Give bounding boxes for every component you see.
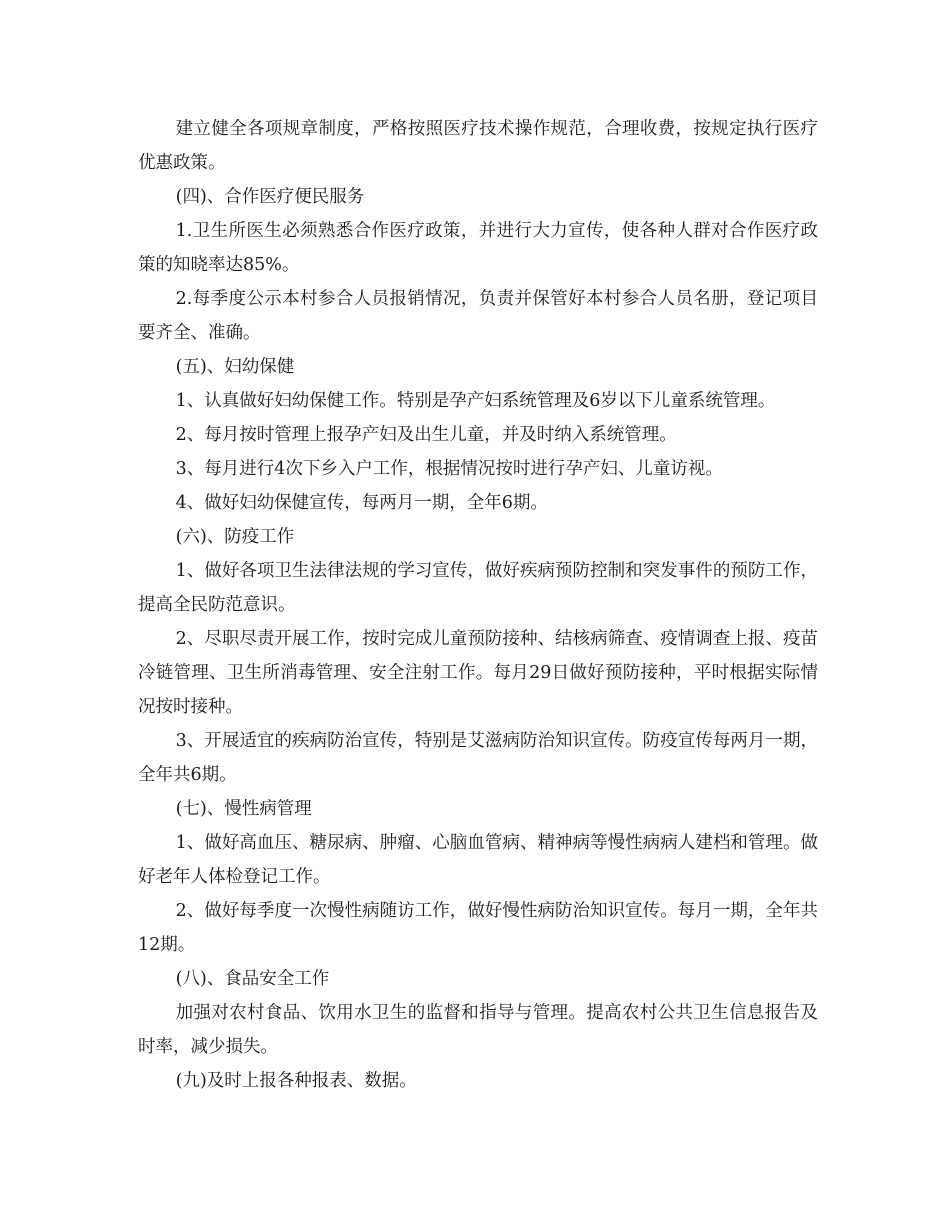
paragraph: 2、每月按时管理上报孕产妇及出生儿童，并及时纳入系统管理。 xyxy=(175,425,677,445)
paragraph: 4、做好妇幼保健宣传，每两月一期，全年6期。 xyxy=(175,493,548,513)
paragraph: 1、做好高血压、糖尿病、肿瘤、心脑血管病、精神病等慢性病病人建档和管理。做好老年人体检登记工作。 xyxy=(138,833,818,887)
section-heading: (五)、妇幼保健 xyxy=(175,357,295,377)
paragraph: 3、开展适宜的疾病防治宣传，特别是艾滋病防治知识宣传。防疫宣传每两月一期，全年共6期。 xyxy=(138,731,818,785)
section-heading: (四)、合作医疗便民服务 xyxy=(175,187,365,207)
paragraph: 1、认真做好妇幼保健工作。特别是孕产妇系统管理及6岁以下儿童系统管理。 xyxy=(175,391,776,411)
document-body xyxy=(138,112,818,1098)
section-heading: (七)、慢性病管理 xyxy=(175,799,312,819)
paragraph: 建立健全各项规章制度，严格按照医疗技术操作规范，合理收费，按规定执行医疗优惠政策。 xyxy=(138,119,818,173)
paragraph: 1.卫生所医生必须熟悉合作医疗政策，并进行大力宣传，使各种人群对合作医疗政策的知晓率达85%。 xyxy=(138,221,818,275)
paragraph: 2、做好每季度一次慢性病随访工作，做好慢性病防治知识宣传。每月一期，全年共12期。 xyxy=(138,901,818,955)
section-heading: (九)及时上报各种报表、数据。 xyxy=(175,1071,417,1091)
paragraph: 加强对农村食品、饮用水卫生的监督和指导与管理。提高农村公共卫生信息报告及时率，减少损失。 xyxy=(138,1003,818,1057)
section-heading: (八)、食品安全工作 xyxy=(175,969,330,989)
paragraph: 3、每月进行4次下乡入户工作，根据情况按时进行孕产妇、儿童访视。 xyxy=(175,459,723,479)
paragraph: 1、做好各项卫生法律法规的学习宣传，做好疾病预防控制和突发事件的预防工作，提高全民防范意识。 xyxy=(138,561,818,615)
paragraph: 2、尽职尽责开展工作，按时完成儿童预防接种、结核病筛查、疫情调查上报、疫苗冷链管理、卫生所消毒管理、安全注射工作。每月29日做好预防接种，平时根据实际情况按时接种。 xyxy=(138,629,818,717)
section-heading: (六)、防疫工作 xyxy=(175,527,295,547)
paragraph: 2.每季度公示本村参合人员报销情况，负责并保管好本村参合人员名册，登记项目要齐全、准确。 xyxy=(138,289,818,343)
